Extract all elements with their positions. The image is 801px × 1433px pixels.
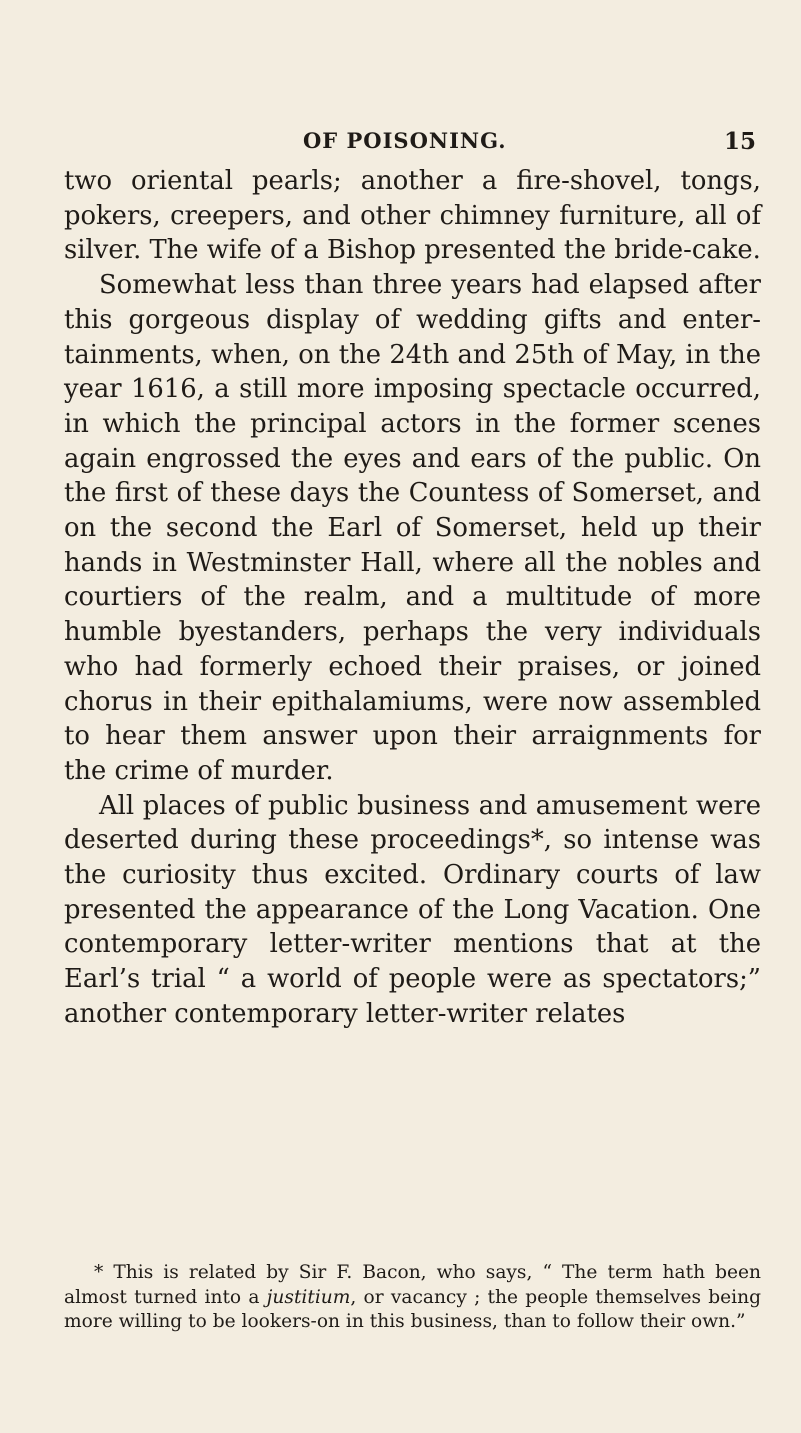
paragraph-trial: Somewhat less than three years had elapsed after this gorgeous display of wedding gifts and entertainments, when, on the 24th and 25th of May, in the year 1616, a still more imposing spectacle occurred, in which the principal actors in the former scenes again engrossed the eyes and ears of the public. On the first of these days the Countess of Somerset, and on the second the Earl of Somerset, held up their hands in Westminster Hall, where all the nobles and courtiers of the realm, and a multitude of more humble byestanders, perhaps the very individuals who had formerly echoed their praises, or joined chorus in their epithalamiums, were now assembled to hear them answer upon their arraignments for the crime of murder. [64, 270, 761, 786]
running-title: OF POISONING. [303, 128, 507, 153]
body-text [64, 164, 761, 1032]
running-head [0, 128, 801, 162]
footnote [64, 1261, 761, 1335]
footnote-text-before: * This is related by Sir F. Bacon, who says, “ The term hath been almost turned into a [64, 1262, 761, 1308]
footnote-text-after: , or vacancy ; the people themselves being more willing to be lookers-on in this business, than to follow their own.” [64, 1286, 761, 1333]
page-number: 15 [723, 128, 756, 155]
paragraph-curiosity: All places of public business and amusement were deserted during these proceedings*, so intense was the curiosity thus excited. Ordinary courts of law presented the appearance of the Long Vacation. One contemporary letter-writer mentions that at the Earl’s trial “ a world of people were as spectators;” another contemporary letter-writer relates [64, 790, 761, 1029]
paragraph-continuation: two oriental pearls; another a fire-shovel, tongs, pokers, creepers, and other chimney furniture, all of silver. The wife of a Bishop presented the bride-cake. [64, 166, 761, 266]
footnote-italic-term: justitium [266, 1286, 351, 1308]
footnote-text [64, 1261, 761, 1335]
